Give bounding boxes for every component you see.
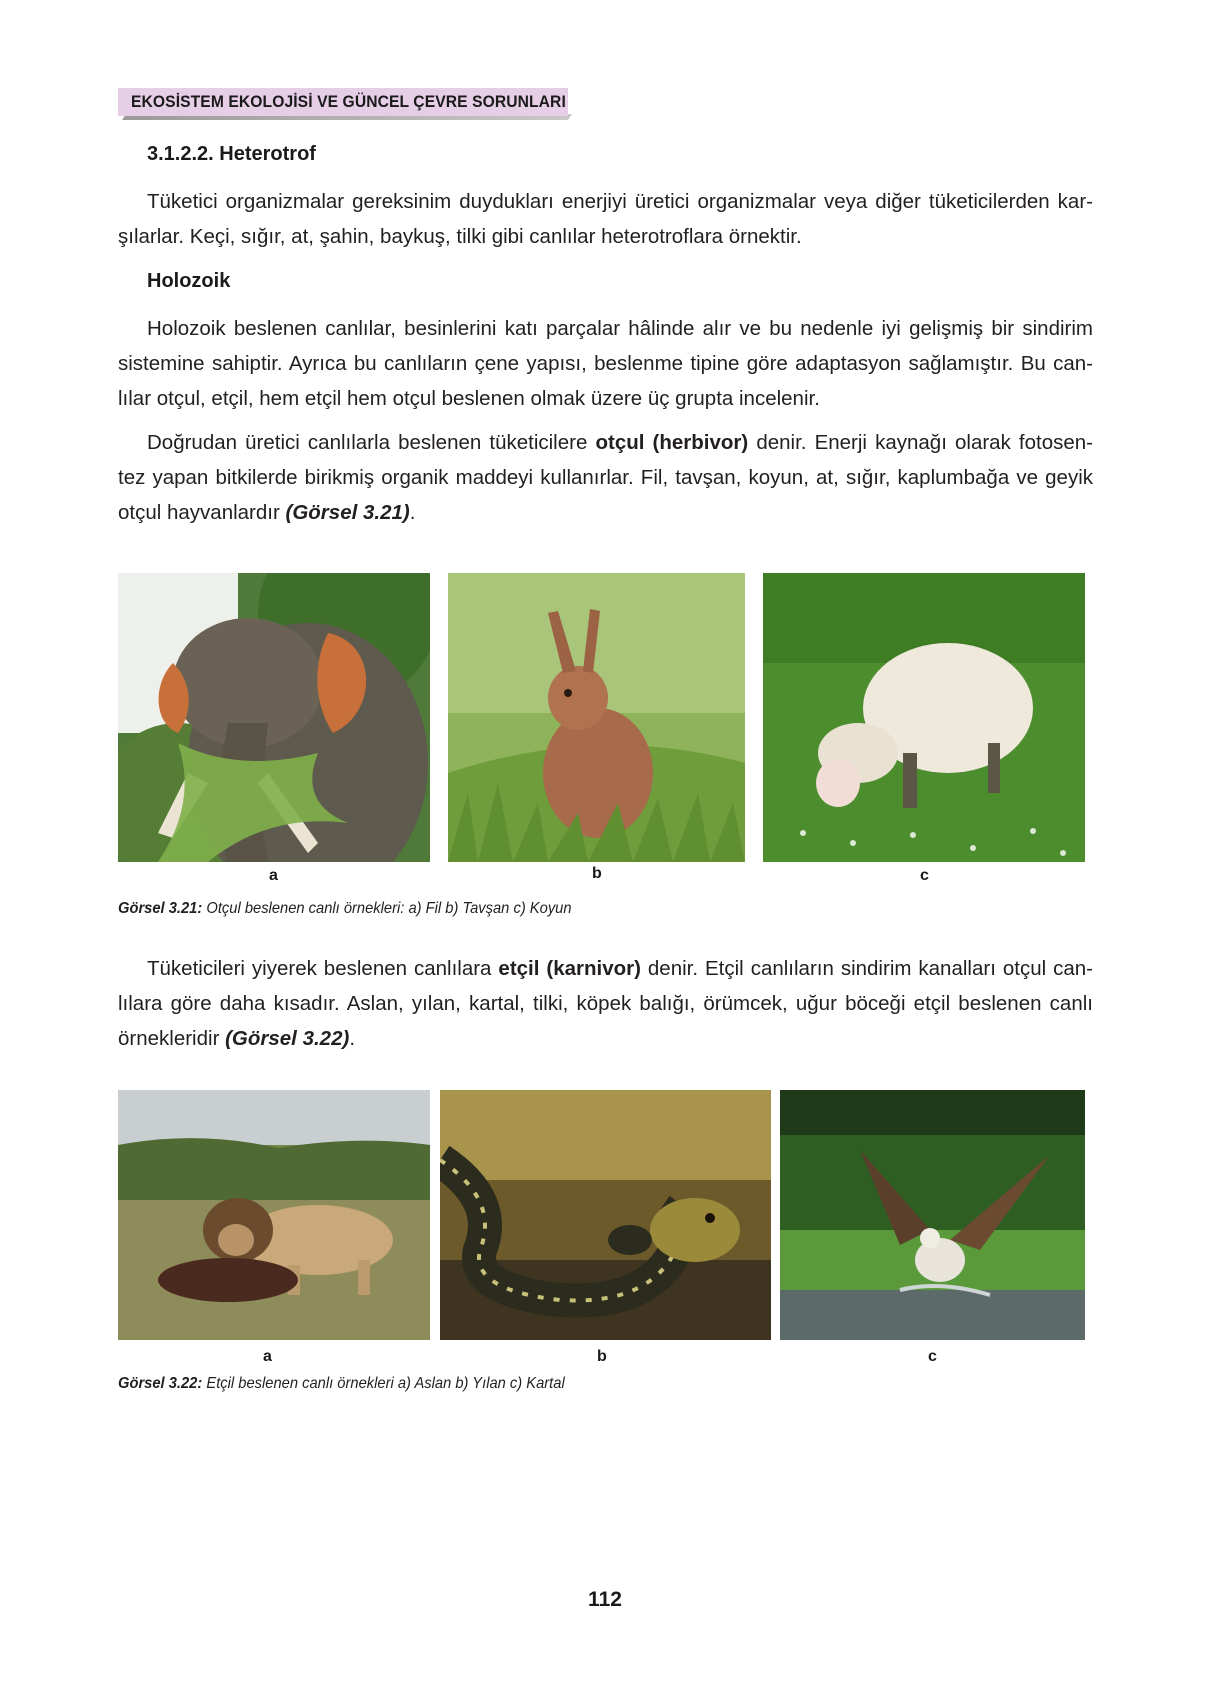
holozoik-paragraph-1 [118,311,1093,416]
paragraph-line: Doğrudan üretici canlılarla beslenen tüketicilere otçul (herbivor) denir. Enerji kaynağı olarak fotosen- [147,431,1093,454]
paragraph-line: örnekleridir (Görsel 3.22). [118,1027,356,1050]
holozoik-heading: Holozoik [147,270,231,292]
paragraph-line: Tüketicileri yiyerek beslenen canlılara etçil (karnivor) denir. Etçil canlıların sindirim kanalları otçul can- [147,957,1093,980]
figure2-label-a: a [263,1348,272,1365]
etcil-paragraph [118,951,1093,1056]
paragraph-line: sistemine sahiptir. Ayrıca bu canlıların çene yapısı, beslenme tipine göre adaptasyon sağlamıştır. Bu can- [118,352,1093,375]
figure2-label-c: c [928,1348,937,1365]
paragraph-line: tez yapan bitkilerde birikmiş organik maddeyi kullanırlar. Fil, tavşan, koyun, at, sığır, kaplumbağa ve geyik [118,466,1093,489]
lion-photo [118,1090,430,1340]
figure-reference: (Görsel 3.21) [285,501,410,524]
paragraph-line: lılara göre daha kısadır. Aslan, yılan, kartal, tilki, köpek balığı, örümcek, uğur böceği etçil beslenen canlı [118,992,1093,1015]
paragraph-line: lılar otçul, etçil, hem etçil hem otçul beslenen olmak üzere üç grupta incelenir. [118,387,820,410]
figure1-label-b: b [592,865,602,882]
heterotrof-paragraph [118,184,1093,254]
figure-reference: (Görsel 3.22) [225,1027,350,1050]
figure1-label-a: a [269,867,278,884]
sheep-photo [763,573,1085,862]
term-herbivor: otçul (herbivor) [595,431,749,454]
elephant-photo [118,573,430,862]
section-header-title: EKOSİSTEM EKOLOJİSİ VE GÜNCEL ÇEVRE SORUNLARI [131,92,566,111]
heterotrof-heading: 3.1.2.2. Heterotrof [147,143,316,165]
hare-photo [448,573,745,862]
figure2-caption: Görsel 3.22: Etçil beslenen canlı örnekleri a) Aslan b) Yılan c) Kartal [118,1375,565,1392]
term-karnivor: etçil (karnivor) [498,957,641,980]
paragraph-line: Tüketici organizmalar gereksinim duydukları enerjiyi üretici organizmalar veya diğer tüketicilerden kar- [147,190,1093,213]
figure1-caption: Görsel 3.21: Otçul beslenen canlı örnekleri: a) Fil b) Tavşan c) Koyun [118,900,572,917]
paragraph-line: otçul hayvanlardır (Görsel 3.21). [118,501,416,524]
snake-photo [440,1090,771,1340]
holozoik-paragraph-2 [118,425,1093,530]
figure1-label-c: c [920,867,929,884]
paragraph-line: şılarlar. Keçi, sığır, at, şahin, baykuş, tilki gibi canlılar heterotroflara örnektir. [118,225,802,248]
page-number: 112 [588,1588,622,1611]
paragraph-line: Holozoik beslenen canlılar, besinlerini katı parçalar hâlinde alır ve bu nedenle iyi gelişmiş bir sindirim [147,317,1093,340]
eagle-photo [780,1090,1085,1340]
figure2-label-b: b [597,1348,607,1365]
